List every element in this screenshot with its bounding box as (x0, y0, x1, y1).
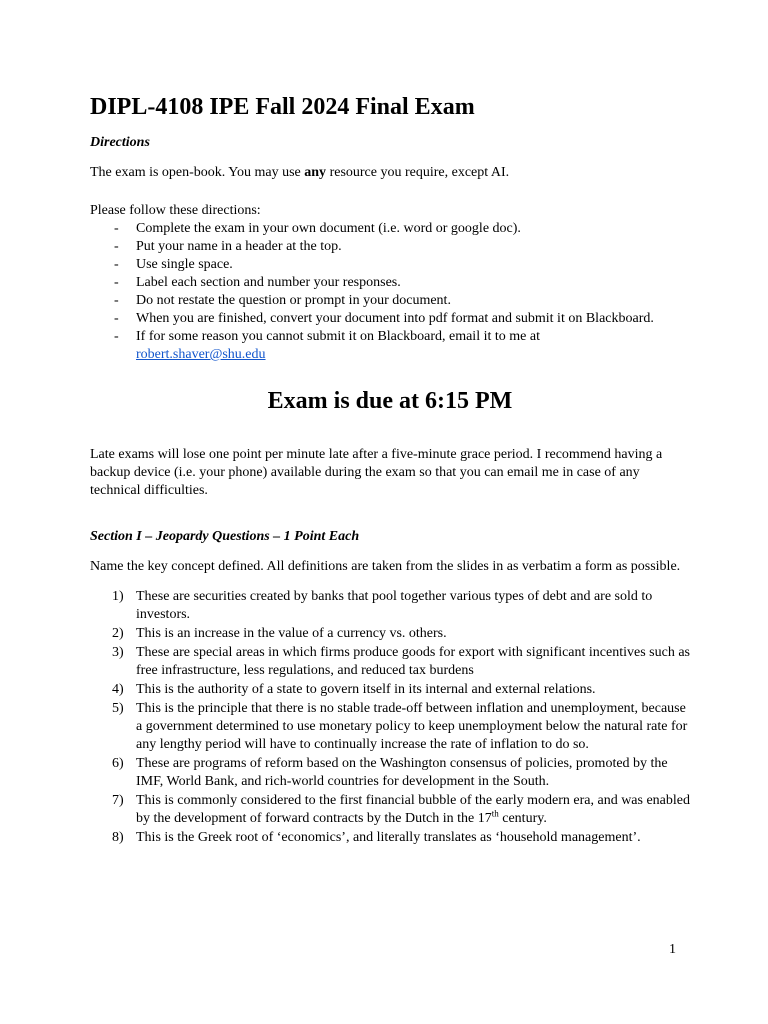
superscript-th: th (491, 808, 499, 819)
direction-text: Put your name in a header at the top. (136, 239, 342, 254)
direction-item (90, 274, 690, 292)
question-text: These are programs of reform based on the Washington consensus of policies, promoted by the IMF, World Bank, and rich-world countries for development in the South. (136, 756, 668, 789)
dash-bullet: - (114, 275, 119, 290)
due-time-heading: Exam is due at 6:15 PM (267, 388, 513, 414)
exam-page (90, 92, 690, 848)
direction-text: Label each section and number your responses. (136, 275, 401, 290)
open-book-paragraph (90, 164, 690, 182)
direction-text: Use single space. (136, 257, 233, 272)
question-text: This is the principle that there is no stable trade-off between inflation and unemployment, because a government determined to use monetary policy to keep unemployment below the natural rate for any lengthy period will have to continually increase the rate of inflation to do so. (136, 701, 688, 752)
question-number: 1) (112, 589, 124, 604)
direction-text: When you are finished, convert your document into pdf format and submit it on Blackboard. (136, 311, 654, 326)
dash-bullet: - (114, 329, 119, 344)
question-text-after: century. (498, 811, 547, 826)
direction-text: If for some reason you cannot submit it on Blackboard, email it to me at (136, 329, 540, 344)
question-number: 5) (112, 701, 124, 716)
direction-item (90, 256, 690, 274)
open-book-text-after: resource you require, except AI. (326, 165, 510, 180)
question-number: 4) (112, 682, 124, 697)
direction-item (90, 292, 690, 310)
question-item (90, 755, 690, 791)
question-text: This is the authority of a state to govern itself in its internal and external relations. (136, 682, 596, 697)
question-number: 8) (112, 830, 124, 845)
question-item (90, 681, 690, 699)
spacer (90, 520, 690, 528)
question-number: 3) (112, 645, 124, 660)
question-item (90, 625, 690, 643)
question-item (90, 588, 690, 624)
question-text-before: This is commonly considered to the first financial bubble of the early modern era, and was enabled by the development of forward contracts by the Dutch in the 17 (136, 793, 690, 826)
question-text: This is the Greek root of ‘economics’, and literally translates as ‘household management’. (136, 830, 641, 845)
direction-text: Complete the exam in your own document (i.e. word or google doc). (136, 221, 521, 236)
direction-item (90, 328, 690, 364)
page-title: DIPL-4108 IPE Fall 2024 Final Exam (90, 94, 475, 120)
late-policy-paragraph: Late exams will lose one point per minute late after a five-minute grace period. I recommend having a backup device (i.e. your phone) available during the exam so that you can email me in case of any technical difficulties. (90, 447, 663, 498)
question-text: These are securities created by banks that pool together various types of debt and are sold to investors. (136, 589, 653, 622)
question-number: 6) (112, 756, 124, 771)
direction-item (90, 238, 690, 256)
dash-bullet: - (114, 221, 119, 236)
question-text: These are special areas in which firms produce goods for export with significant incentives such as free infrastructure, less regulations, and reduced tax burdens (136, 645, 690, 678)
dash-bullet: - (114, 293, 119, 308)
direction-item (90, 310, 690, 328)
email-link[interactable]: robert.shaver@shu.edu (136, 347, 266, 362)
question-number: 7) (112, 793, 124, 808)
direction-item (90, 220, 690, 238)
question-item (90, 829, 690, 847)
question-number: 2) (112, 626, 124, 641)
open-book-emphasis: any (304, 165, 327, 180)
question-item (90, 700, 690, 754)
follow-directions-intro: Please follow these directions: (90, 203, 261, 218)
directions-list (90, 220, 690, 364)
section-heading: Section I – Jeopardy Questions – 1 Point Each (90, 529, 360, 544)
dash-bullet: - (114, 311, 119, 326)
dash-bullet: - (114, 257, 119, 272)
open-book-text-before: The exam is open-book. You may use (90, 165, 305, 180)
dash-bullet: - (114, 239, 119, 254)
question-item (90, 644, 690, 680)
page-number: 1 (669, 942, 676, 957)
questions-list (90, 588, 690, 847)
section-intro: Name the key concept defined. All definitions are taken from the slides in as verbatim a form as possible. (90, 559, 681, 574)
direction-text: Do not restate the question or prompt in your document. (136, 293, 451, 308)
question-item (90, 792, 690, 828)
directions-heading: Directions (90, 135, 150, 150)
question-text: This is an increase in the value of a currency vs. others. (136, 626, 447, 641)
